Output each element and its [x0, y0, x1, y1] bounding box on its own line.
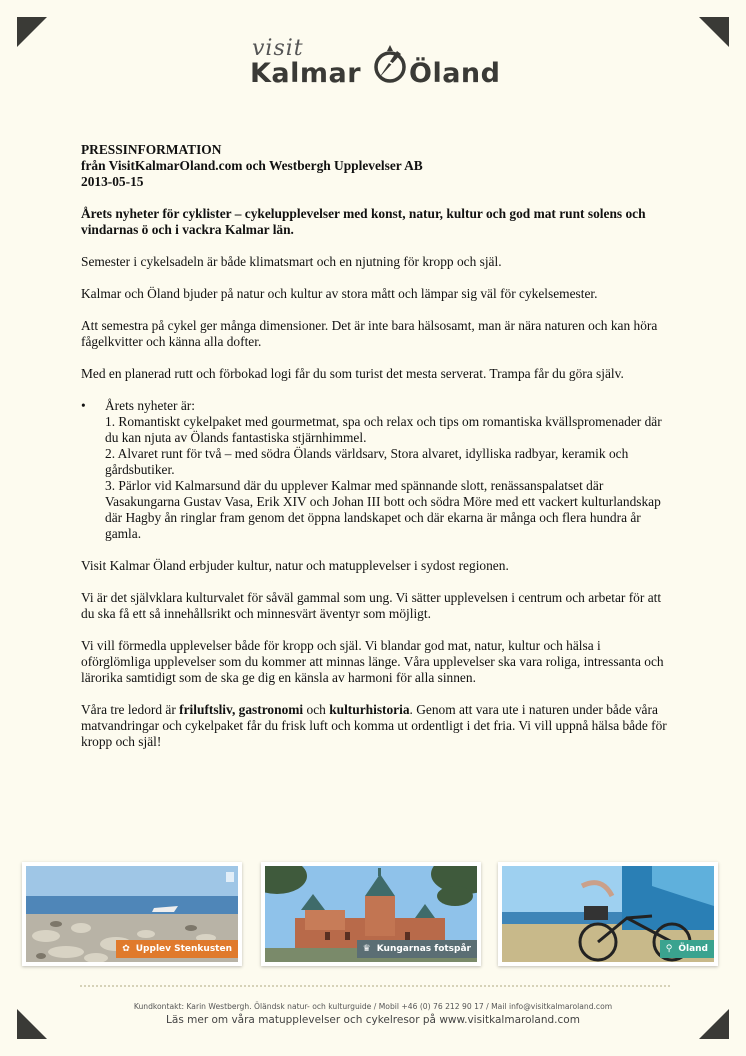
closing-text: Våra tre ledord är	[81, 702, 180, 717]
paragraph: Att semestra på cykel ger många dimensioner. Det är inte bara hälsosamt, man är nära naturen och kan höra fågelkvitter och känna alla dofter.	[81, 318, 658, 349]
photo-label: Upplev Stenkusten	[135, 944, 232, 954]
photo-kungarnas-fotspar	[261, 862, 481, 966]
bike-icon: ⚲	[665, 944, 673, 954]
paragraph: Semester i cykelsadeln är både klimatsmart och en njutning för kropp och själ.	[81, 254, 502, 269]
press-header	[81, 142, 671, 190]
photo-upplev-stenkusten	[22, 862, 242, 966]
press-release-body	[81, 142, 671, 766]
press-header-source: från VisitKalmarOland.com och Westbergh Upplevelser AB	[81, 158, 423, 173]
bullet-icon: •	[81, 398, 86, 413]
keyword-bold: friluftsliv, gastronomi	[179, 702, 304, 717]
crown-icon: ♛	[362, 944, 371, 954]
dotted-divider	[80, 985, 670, 987]
paragraph: Kalmar och Öland bjuder på natur och kultur av stora mått och lämpar sig väl för cykelsemester.	[81, 286, 598, 301]
news-list	[81, 398, 671, 542]
footer-website: Läs mer om våra matupplevelser och cykelresor på www.visitkalmaroland.com	[166, 1014, 580, 1026]
news-intro: Årets nyheter är:	[105, 398, 195, 413]
paragraph: Vi är det självklara kulturvalet för såväl gammal som ung. Vi sätter upplevelsen i centrum och arbetar för att du ska få ett så innehållsrikt och minnesvärt äventyr som möjligt.	[81, 590, 662, 621]
photo-oland	[498, 862, 718, 966]
paragraph: Med en planerad rutt och förbokad logi får du som turist det mesta serverat. Trampa får du göra själv.	[81, 366, 624, 381]
photo-label-tag	[357, 940, 477, 958]
news-item: 3. Pärlor vid Kalmarsund där du upplever Kalmar med spännande slott, renässanspalatset där Vasakungarna Gustav Vasa, Erik XIV och Johan III bott och södra Möre med ett vackert kulturlandskap där Hagby ån ringlar fram genom det öppna landskapet och där ekarna är många och flera hundra år gamla.	[105, 478, 661, 541]
photo-label: Kungarnas fotspår	[376, 944, 471, 954]
logo-kalmar-text: Kalmar	[250, 58, 362, 89]
photo-strip	[22, 862, 724, 970]
closing-paragraph	[81, 702, 671, 750]
footer-contact: Kundkontakt: Karin Westbergh. Öländsk natur- och kulturguide / Mobil +46 (0) 76 212 90 17 / Mail info@visitkalmaroland.com	[133, 1002, 613, 1011]
news-item: 2. Alvaret runt för två – med södra Ölands världsarv, Stora alvaret, idylliska radbyar, keramik och gårdsbutiker.	[105, 446, 629, 477]
news-item: 1. Romantiskt cykelpaket med gourmetmat, spa och relax och tips om romantiska kvällspromenader där du kan njuta av Ölands fantastiska stjärnhimmel.	[105, 414, 662, 445]
headline: Årets nyheter för cyklister – cykelupplevelser med konst, natur, kultur och god mat runt solens och vindarnas ö och i vackra Kalmar län.	[81, 206, 646, 237]
photo-label-tag	[660, 940, 714, 958]
news-list-item	[81, 398, 671, 542]
closing-text: . Genom att vara ute i naturen under både våra matvandringar och cykelpaket får du frisk luft och komma ut ordentligt i det fria. Vi vill uppnå hälsa både för kropp och själ!	[81, 702, 667, 749]
photo-label-tag	[116, 940, 238, 958]
flower-icon: ✿	[122, 944, 130, 954]
paragraph: Visit Kalmar Öland erbjuder kultur, natur och matupplevelser i sydost regionen.	[81, 558, 509, 573]
corner-decoration-top-right	[699, 17, 729, 47]
photo-label: Öland	[678, 944, 708, 954]
closing-text: och	[303, 702, 330, 717]
compass-leaf-icon	[370, 42, 410, 88]
paragraph: Vi vill förmedla upplevelser både för kropp och själ. Vi blandar god mat, natur, kultur och hälsa i oförglömliga upplevelser som du kommer att minnas länge. Våra upplevelser ska vara roliga, intressanta och lärorika samtidigt som de ska ge dig en känsla av harmoni för alla sinnen.	[81, 638, 664, 685]
corner-decoration-top-left	[17, 17, 47, 47]
press-header-date: 2013-05-15	[81, 174, 144, 189]
press-header-title: PRESSINFORMATION	[81, 142, 222, 157]
keyword-bold: kulturhistoria	[329, 702, 410, 717]
logo-oland-text: Öland	[409, 58, 501, 89]
visit-kalmar-oland-logo	[246, 38, 506, 98]
logo-visit-text: visit	[252, 36, 304, 61]
